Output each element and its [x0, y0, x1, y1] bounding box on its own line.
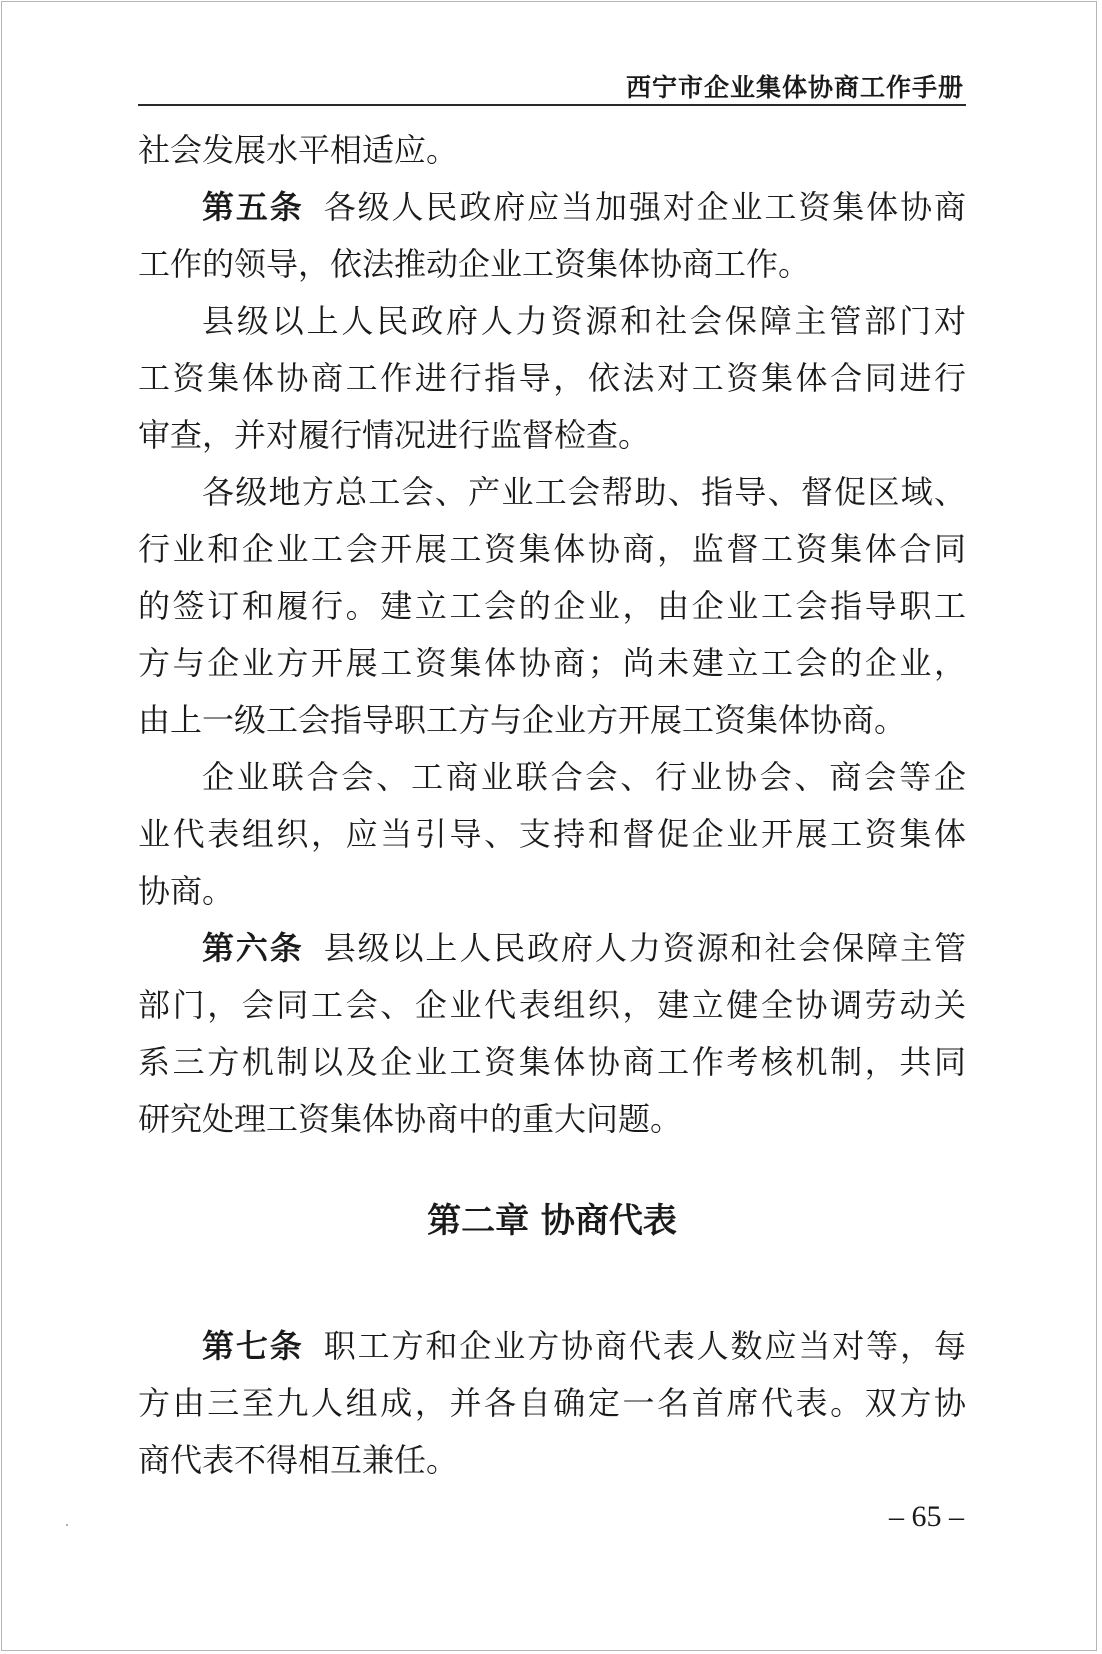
- text-line: 县级以上人民政府人力资源和社会保障主管部门对: [202, 302, 966, 340]
- text-line: 业代表组织，应当引导、支持和督促企业开展工资集体: [138, 815, 966, 853]
- text-line: 工作的领导，依法推动企业工资集体协商工作。: [138, 245, 811, 283]
- article-5-first-line: [138, 179, 966, 236]
- text-line: 的签订和履行。建立工会的企业，由企业工会指导职工: [138, 587, 966, 625]
- text-line: 审查，并对履行情况进行监督检查。: [138, 416, 651, 454]
- text-line: 方与企业方开展工资集体协商；尚未建立工会的企业，: [138, 644, 966, 682]
- text-line: 各级地方总工会、产业工会帮助、指导、督促区域、: [202, 473, 966, 511]
- chapter-heading: 第二章 协商代表: [427, 1201, 677, 1241]
- article-7-first-line: [138, 1318, 966, 1375]
- text-line: 研究处理工资集体协商中的重大问题。: [138, 1100, 683, 1138]
- text-line: 系三方机制以及企业工资集体协商工作考核机制，共同: [138, 1043, 966, 1081]
- text-line: 商代表不得相互兼任。: [138, 1441, 459, 1479]
- article-6-first-line: [138, 920, 966, 977]
- scan-speck: [66, 1524, 68, 1526]
- body-text-chapter-2: [138, 1318, 966, 1489]
- article-6-number: 第六条: [202, 929, 304, 967]
- article-7-number: 第七条: [202, 1327, 304, 1365]
- text-line: 由上一级工会指导职工方与企业方开展工资集体协商。: [138, 701, 907, 739]
- article-7-text: 职工方和企业方协商代表人数应当对等，每: [323, 1327, 966, 1365]
- running-head-title: 西宁市企业集体协商工作手册: [625, 73, 964, 102]
- page-number: – 65 –: [889, 1500, 964, 1533]
- text-line: 工资集体协商工作进行指导，依法对工资集体合同进行: [138, 359, 966, 397]
- text-line: 方由三至九人组成，并各自确定一名首席代表。双方协: [138, 1384, 966, 1422]
- body-text: [138, 122, 966, 1148]
- running-head: [138, 64, 966, 106]
- text-line: 社会发展水平相适应。: [138, 131, 459, 169]
- text-line: 协商。: [138, 872, 235, 910]
- text-line: 企业联合会、工商业联合会、行业协会、商会等企: [202, 758, 966, 796]
- article-5-text: 各级人民政府应当加强对企业工资集体协商: [323, 188, 966, 226]
- text-line: 部门，会同工会、企业代表组织，建立健全协调劳动关: [138, 986, 966, 1024]
- article-6-text: 县级以上人民政府人力资源和社会保障主管: [323, 929, 966, 967]
- text-line: 行业和企业工会开展工资集体协商，监督工资集体合同: [138, 530, 966, 568]
- article-5-number: 第五条: [202, 188, 304, 226]
